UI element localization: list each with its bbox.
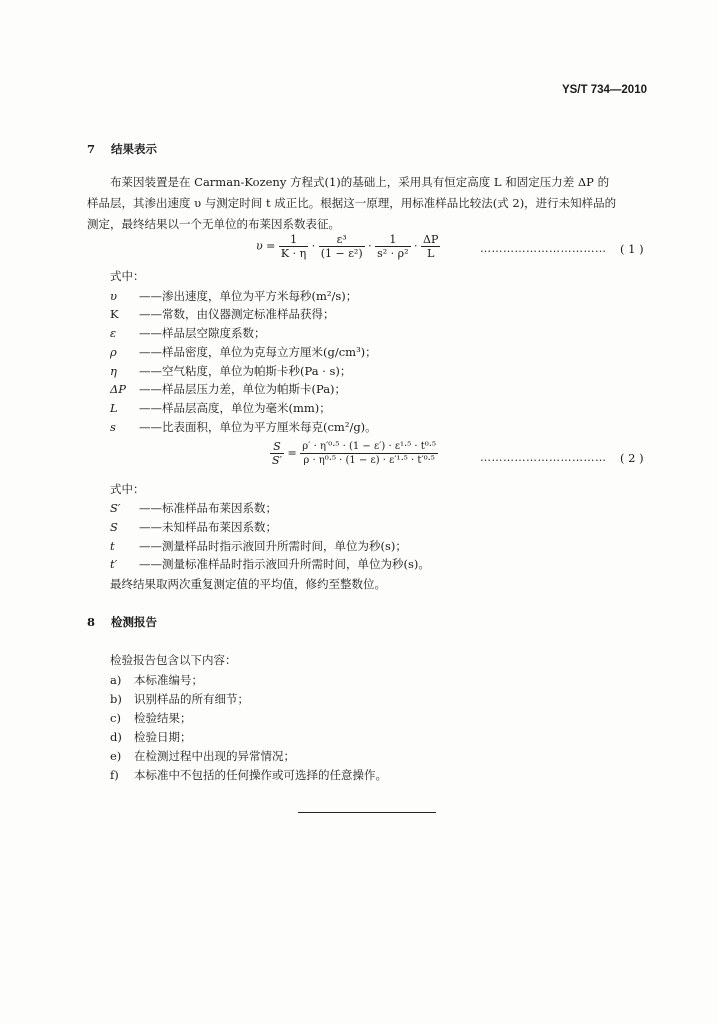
definition-item: S ——未知样品布莱因系数； (110, 520, 277, 534)
definition-item: L ——样品层高度，单位为毫米(mm)； (110, 401, 331, 415)
definition-item: t′ ——测量标准样品时指示液回升所需时间，单位为秒(s)。 (110, 557, 430, 571)
definition-item: S′ ——标准样品布莱因系数； (110, 501, 277, 515)
section-8-heading (87, 614, 157, 630)
paragraph-line: 样品层，其渗出速度 υ 与测定时间 t 成正比。根据这一原理，用标准样品比较法(式 2)，进行未知样品的 (87, 196, 617, 210)
formula-1-leader-dots: …………………………… (480, 242, 607, 255)
formula-2-rhs-fraction: $\frac{\text{ρ′ · η′⁰·⁵ · (1 − ε′) · ε¹·⁵ · t⁰·⁵}}{\text{ρ · η⁰·⁵ · (1 − ε) · ε′¹·⁵ · t′⁰·⁵}}$ (302, 441, 436, 466)
formula-1-fraction: $\frac{1}{\text{s² · ρ²}}$ (377, 233, 409, 260)
formula-1-fraction: $\frac{1}{K \cdot \eta}$ (280, 233, 307, 260)
section-7-heading (87, 141, 157, 157)
where-label-1: 式中： (110, 269, 145, 283)
definition-item: s ——比表面积，单位为平方厘米每克(cm²/g)。 (110, 420, 377, 434)
list-item: c) 检验结果； (110, 711, 192, 725)
formula-2-lhs-fraction: $\frac{S}{S'}$ (272, 440, 283, 467)
section-8-title: 检测报告 (111, 615, 157, 629)
definition-item: η ——空气粘度，单位为帕斯卡秒(Pa · s)； (110, 364, 352, 378)
section-7-title: 结果表示 (111, 142, 157, 156)
report-intro: 检验报告包含以下内容： (110, 653, 237, 667)
formula-2-leader-dots: …………………………… (480, 451, 607, 464)
definition-item: υ ——渗出速度，单位为平方米每秒(m²/s)； (110, 289, 358, 303)
definition-item: ρ ——样品密度，单位为克每立方厘米(g/cm³)； (110, 345, 377, 359)
end-of-document-rule (298, 812, 436, 813)
definition-item: ΔP ——样品层压力差，单位为帕斯卡(Pa)； (110, 382, 347, 396)
formula-2-number: ( 2 ) (620, 451, 644, 465)
definition-item: K ——常数，由仪器测定标准样品获得； (110, 307, 335, 321)
section-8-number: 8 (87, 615, 96, 629)
paragraph-line: 布莱因装置是在 Carman-Kozeny 方程式(1)的基础上，采用具有恒定高度 L 和固定压力差 ΔP 的 (110, 175, 610, 189)
formula-1-fraction: $\frac{\text{ε³}}{\text{(1 − ε²)}}$ (320, 233, 363, 260)
formula-1: υ = $\frac{1}{K \cdot \eta}$ · $\frac{\text{ε³}}{\text{(1 − ε²)}}$ · $\frac{1}{\text{s² · ρ²}}$ · $\frac{\Delta P}{L}$ (256, 233, 439, 260)
paragraph-line: 测定，最终结果以一个无单位的布莱因系数表征。 (87, 217, 340, 231)
list-item: e) 在检测过程中出现的异常情况； (110, 749, 295, 763)
standard-code: YS/T 734—2010 (561, 84, 647, 96)
section-7-number: 7 (87, 142, 96, 156)
definition-item: t ——测量样品时指示液回升所需时间，单位为秒(s)； (110, 539, 407, 553)
formula-1-fraction: $\frac{\Delta P}{L}$ (423, 233, 439, 260)
list-item: b) 识别样品的所有细节； (110, 692, 249, 706)
where-label-2: 式中： (110, 482, 145, 496)
formula-1-number: ( 1 ) (620, 242, 644, 256)
list-item: a) 本标准编号； (110, 673, 203, 687)
formula-1-lhs: υ = (256, 239, 276, 253)
section-7-paragraph (87, 172, 649, 235)
list-item: d) 检验日期； (110, 730, 192, 744)
formula-2: $\frac{S}{S'}$ = $\frac{\text{ρ′ · η′⁰·⁵ · (1 − ε′) · ε¹·⁵ · t⁰·⁵}}{\text{ρ · η⁰·⁵ · (1 − ε) · ε′¹·⁵ · t′⁰·⁵}}$ (272, 440, 436, 467)
list-item: f) 本标准中不包括的任何操作或可选择的任意操作。 (110, 768, 387, 782)
definition-item: ε ——样品层空隙度系数； (110, 326, 266, 340)
final-result-note: 最终结果取两次重复测定值的平均值，修约至整数位。 (110, 577, 386, 591)
